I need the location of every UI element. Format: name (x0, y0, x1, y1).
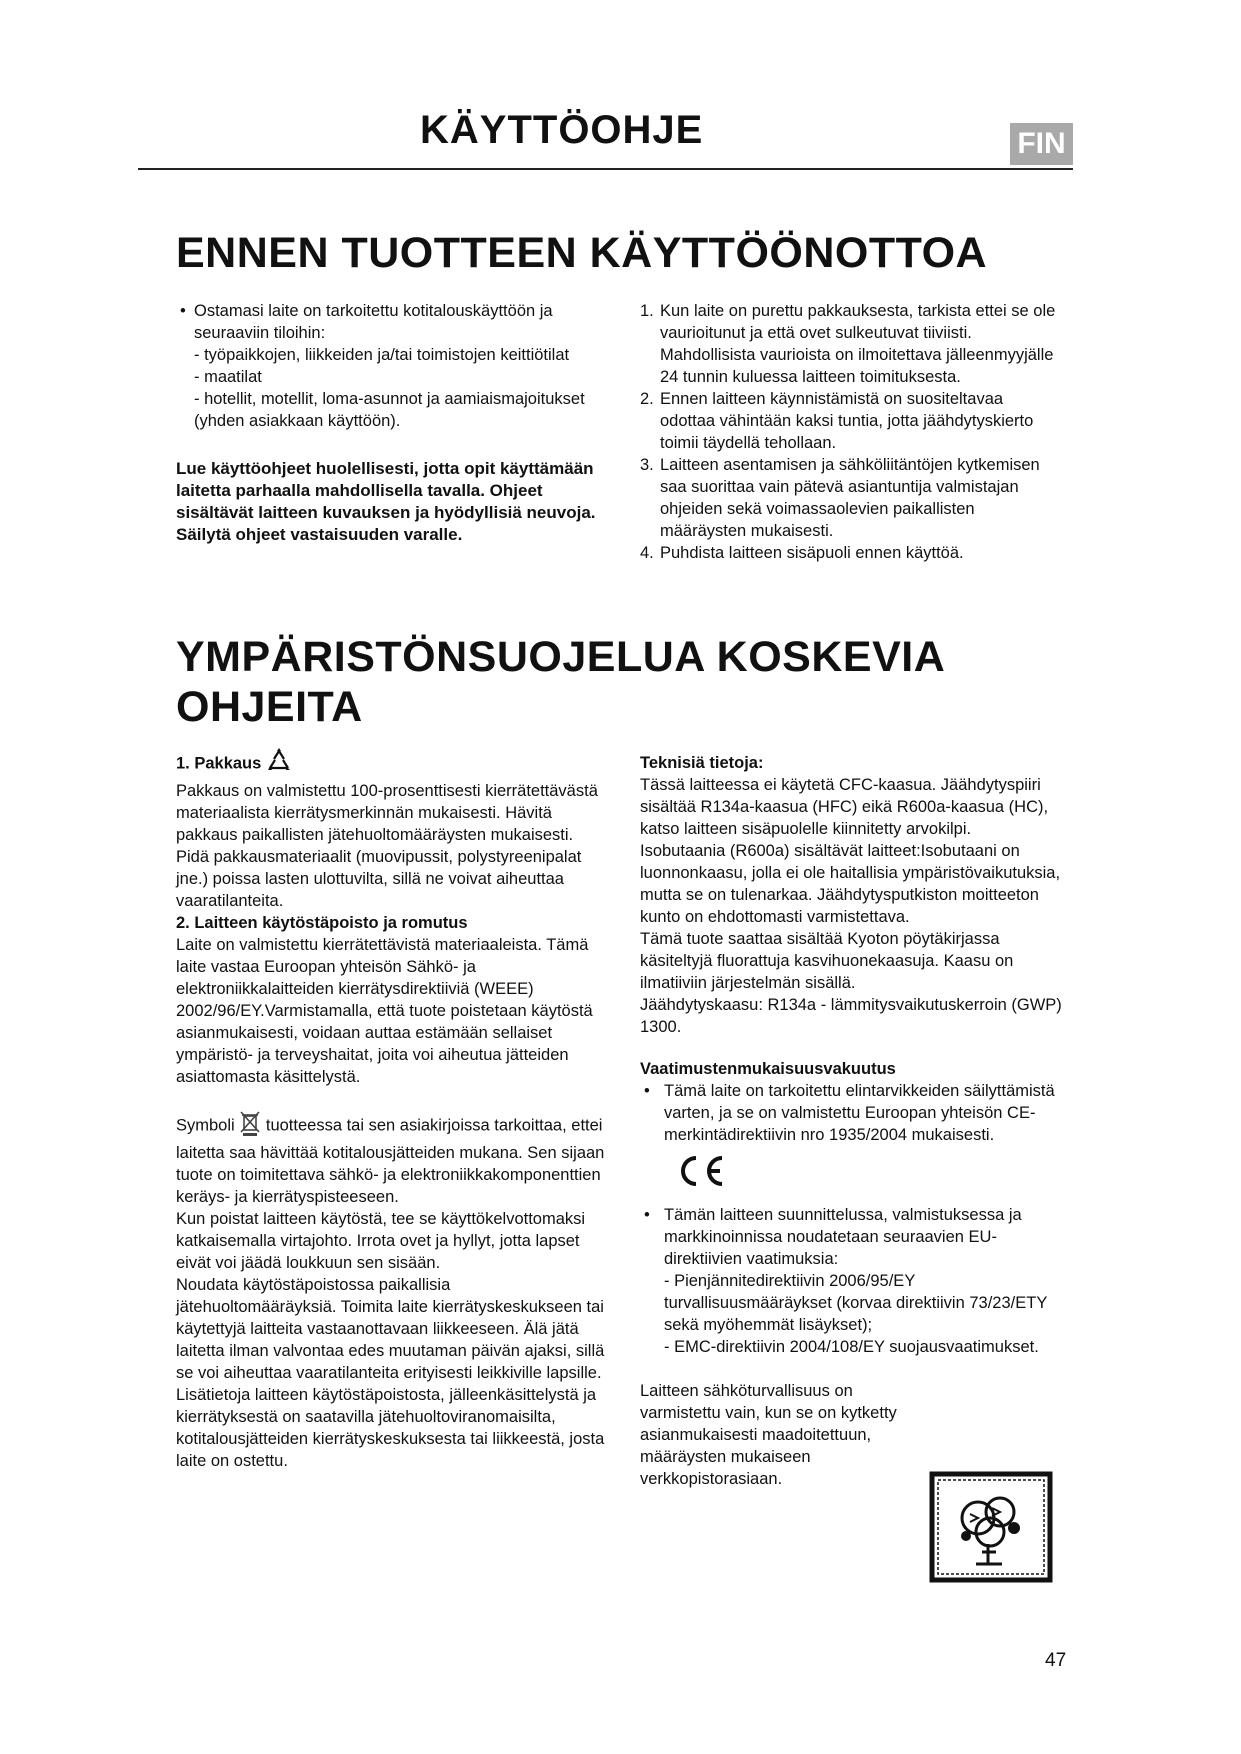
more-info-text: Lisätietoja laitteen käytöstäpoistosta, jälleenkäsittelystä ja kierrätyksestä on saatavilla jätehuoltoviranomaisilta, kotitalousjätteiden kierrätyskeskuksesta tai liikkeestä, josta laite on ostettu. (176, 1386, 605, 1470)
usage-place: - hotellit, motellit, loma-asunnot ja aamiaismajoitukset (yhden asiakkaan käyttöön). (194, 390, 585, 430)
packaging-text: Pakkaus on valmistettu 100-prosenttisesti kierrätettävästä materiaalista kierrätysmerkinnän mukaisesti. Hävitä pakkaus paikallisten jätehuoltomääräysten mukaisesti. Pidä pakkausmateriaalit (muovipussit, polystyreenipalat jne.) poissa lasten ulottuvilta, sillä ne voivat aiheuttaa vaaratilanteita. (176, 782, 598, 910)
setup-step: 4. Puhdista laitteen sisäpuoli ennen käyttöä. (640, 544, 964, 562)
conformity-list-2 (640, 1204, 1070, 1358)
disposal-text: Laite on valmistettu kierrätettävistä materiaaleista. Tämä laite vastaa Euroopan yhteisön Sähkö- ja elektroniikkalaitteiden kierrätysdirektiiviä (WEEE) 2002/96/EY.Varmistamalla, että tuote poistetaan käytöstä asianmukaisesti, voidaan auttaa estämään sellaiset ympäristö- ja terveyshaitat, joita voi aiheutua jätteiden asiattomasta käsittelystä. (176, 936, 593, 1086)
directive-line: - EMC-direktiivin 2004/108/EY suojausvaatimukset. (664, 1338, 1039, 1356)
read-instructions-note: Lue käyttöohjeet huolellisesti, jotta opit käyttämään laitetta parhaalla mahdollisella tavalla. Ohjeet sisältävät laitteen kuvauksen ja hyödyllisiä neuvoja. (176, 459, 596, 522)
conformity-list (640, 1080, 1070, 1146)
page-number: 47 (1045, 1650, 1067, 1671)
before-use-right-column (640, 300, 1060, 564)
section-heading-environment: YMPÄRISTÖNSUOJELUA KOSKEVIA OHJEITA (176, 633, 946, 731)
setup-step: 2. Ennen laitteen käynnistämistä on suositeltavaa odottaa vähintään kaksi tuntia, jotta jäähdytyskierto toimii täydellä tehollaan. (640, 390, 1034, 452)
local-rules-text: Noudata käytöstäpoistossa paikallisia jätehuoltomääräyksiä. Toimita laite kierrätyskeskukseen tai käytettyjä laitteita vastaanottavaan liikkeeseen. Älä jätä laitetta ilman valvontaa edes muutaman päivän ajaksi, sillä se voi aiheuttaa vaaratilanteita erityisesti leikkiville lapsille. (176, 1276, 605, 1382)
weee-symbol-text: Symboli tuotteessa tai sen asiakirjoissa tarkoittaa, ettei laitetta saa hävittää kotitalousjätteiden mukana. Sen sijaan tuote on toimitettava sähkö- ja elektroniikkakomponenttien keräys- ja kierrätyspisteeseen. (176, 1110, 606, 1208)
conformity-heading: Vaatimustenmukaisuusvakuutus (640, 1060, 896, 1078)
recycle-icon (266, 748, 292, 780)
usage-place: - työpaikkojen, liikkeiden ja/tai toimistojen keittiötilat (194, 346, 570, 364)
language-badge: FIN (1010, 123, 1073, 165)
usage-list (176, 300, 596, 432)
isobutane-text: Isobutaania (R600a) sisältävät laitteet:Isobutaani on luonnonkaasu, jolla ei ole haitallisia ympäristövaikutuksia, mutta se on tulenarkaa. Jäähdytysputkiston moitteeton kunto on ehdottomasti varmistettava. (640, 842, 1061, 926)
tech-text: Tässä laitteessa ei käytetä CFC-kaasua. Jäähdytyspiiri sisältää R134a-kaasua (HFC) eikä R600a-kaasua (HC), katso laitteen sisäpuolelle kiinnitetty arvokilpi. (640, 776, 1049, 838)
directive-line: - Pienjännitedirektiivin 2006/95/EY turvallisuusmääräykset (korvaa direktiivin 73/23/ETY sekä myöhemmät lisäykset); (664, 1272, 1048, 1334)
usage-intro: • Ostamasi laite on tarkoitettu kotitalouskäyttöön ja seuraaviin tiloihin: - työpaikkojen, liikkeiden ja/tai toimistojen keittiötilat - maatilat - hotellit, motellit, loma-asunnot ja aamiaismajoitukset (yhden asiakkaan käyttöön). (176, 300, 596, 432)
refrigerant-text: Jäähdytyskaasu: R134a - lämmitysvaikutuskerroin (GWP) 1300. (640, 996, 1062, 1036)
setup-step: 1. Kun laite on purettu pakkauksesta, tarkista ettei se ole vaurioitunut ja että ovet sulkeutuvat tiiviisti. Mahdollisista vaurioista on ilmoitettava jälleenmyyjälle 24 tunnin kuluessa laitteen toimituksesta. (640, 302, 1056, 386)
svg-text:CE: CE (674, 1154, 676, 1155)
usage-place: - maatilat (194, 368, 262, 386)
environment-left-column (176, 748, 606, 1472)
crossed-bin-icon (239, 1110, 261, 1142)
ce-mark-icon (674, 1154, 1070, 1194)
kyoto-text: Tämä tuote saattaa sisältää Kyoton pöytäkirjassa käsiteltyjä fluorattuja kasvihuonekaasuja. Kaasu on ilmatiiviin järjestelmän sisällä. (640, 930, 1014, 992)
tech-heading: Teknisiä tietoja: (640, 754, 764, 772)
disposal-heading: 2. Laitteen käytöstäpoisto ja romutus (176, 914, 468, 932)
conformity-item: • Tämä laite on tarkoitettu elintarvikkeiden säilyttämistä varten, ja se on valmistettu Euroopan yhteisön CE-merkintädirektiivin nro 1935/2004 mukaisesti. (640, 1080, 1070, 1146)
electrical-safety-text: Laitteen sähköturvallisuus on varmistettu vain, kun se on kytketty asianmukaisesti maadoitettuun, määräysten mukaiseen verkkopistorasiaan. (640, 1382, 897, 1488)
conformity-item: • Tämän laitteen suunnittelussa, valmistuksessa ja markkinoinnissa noudatetaan seuraavien EU-direktiivien vaatimuksia: - Pienjännitedirektiivin 2006/95/EY turvallisuusmääräykset (korvaa direktiivin 73/23/ETY sekä myöhemmät lisäykset); - EMC-direktiivin 2004/108/EY suojausvaatimukset. (640, 1204, 1070, 1358)
setup-steps (640, 300, 1060, 564)
bird-tree-stamp-icon (926, 1468, 1056, 1586)
packaging-heading: 1. Pakkaus (176, 748, 606, 780)
setup-step: 3. Laitteen asentamisen ja sähköliitäntöjen kytkemisen saa suorittaa vain pätevä asiantuntija valmistajan ohjeiden sekä voimassaolevien paikallisten määräysten mukaisesti. (640, 456, 1040, 540)
keep-instructions-note: Säilytä ohjeet vastaisuuden varalle. (176, 525, 463, 544)
title-divider (138, 168, 1073, 170)
section-heading-before-use: ENNEN TUOTTEEN KÄYTTÖÖNOTTOA (176, 229, 988, 277)
page-title: KÄYTTÖOHJE (420, 108, 704, 152)
environment-right-column (640, 752, 1070, 1490)
removal-text: Kun poistat laitteen käytöstä, tee se käyttökelvottomaksi katkaisemalla virtajohto. Irrota ovet ja hyllyt, jotta lapset eivät voi jäädä loukkuun sen sisään. (176, 1210, 586, 1272)
before-use-left-column (176, 300, 596, 546)
